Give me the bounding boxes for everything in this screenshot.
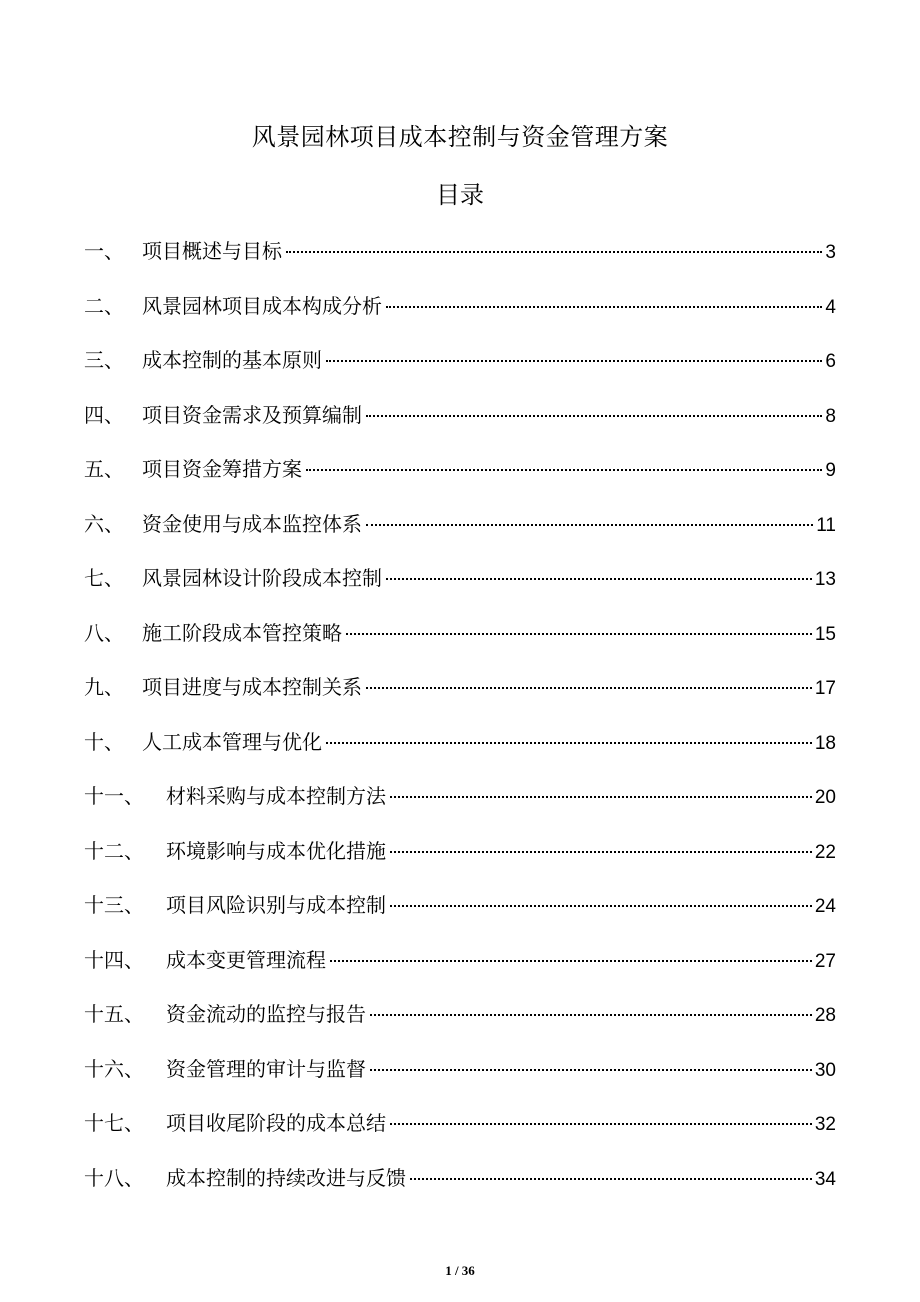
toc-entry-page: 24 xyxy=(814,896,836,917)
toc-entry-number: 六、 xyxy=(84,511,124,536)
toc-entry-number: 二、 xyxy=(84,293,124,318)
toc-entry-title: 项目进度与成本控制关系 xyxy=(142,675,362,699)
toc-entry-page: 32 xyxy=(814,1114,836,1135)
toc-dot-leader xyxy=(330,960,812,962)
toc-entry-number: 三、 xyxy=(84,348,124,372)
toc-entry-page: 28 xyxy=(814,1005,836,1026)
toc-heading: 目录 xyxy=(436,181,484,209)
toc-entry-number: 九、 xyxy=(84,675,124,699)
toc-entry[interactable] xyxy=(84,1100,836,1155)
toc-entry[interactable] xyxy=(84,937,836,992)
toc-dot-leader xyxy=(326,742,812,744)
toc-entry[interactable] xyxy=(84,991,836,1046)
toc-entry-title: 成本控制的基本原则 xyxy=(142,348,322,372)
toc-entry-page: 20 xyxy=(814,787,836,808)
toc-entry[interactable] xyxy=(84,719,836,774)
toc-entry[interactable] xyxy=(84,828,836,883)
toc-dot-leader xyxy=(386,306,822,308)
toc-entry[interactable] xyxy=(84,773,836,828)
toc-entry-page: 34 xyxy=(814,1168,836,1190)
toc-entry-page: 22 xyxy=(814,841,836,863)
document-title: 风景园林项目成本控制与资金管理方案 xyxy=(251,123,669,151)
toc-entry-number: 五、 xyxy=(84,457,124,481)
toc-entry[interactable] xyxy=(84,610,836,665)
toc-entry[interactable] xyxy=(84,664,836,719)
toc-entry-page: 4 xyxy=(825,296,836,318)
toc-entry[interactable] xyxy=(84,283,836,338)
toc-entry-number: 十八、 xyxy=(84,1165,144,1190)
toc-entry[interactable] xyxy=(84,882,836,937)
toc-dot-leader xyxy=(370,1069,812,1071)
toc-entry-title: 项目收尾阶段的成本总结 xyxy=(166,1111,386,1135)
toc-entry-page: 11 xyxy=(816,514,836,536)
toc-entry-page: 15 xyxy=(814,623,836,645)
toc-entry-title: 资金流动的监控与报告 xyxy=(166,1002,366,1026)
toc-entry-number: 八、 xyxy=(84,620,124,645)
page-number-footer: 1 / 36 xyxy=(445,1263,475,1278)
toc-entry-number: 七、 xyxy=(84,566,124,590)
toc-entry-number: 十、 xyxy=(84,729,124,754)
toc-dot-leader xyxy=(390,1123,812,1125)
toc-entry-number: 十七、 xyxy=(84,1111,144,1135)
toc-entry[interactable] xyxy=(84,392,836,447)
toc-entry-title: 项目概述与目标 xyxy=(142,239,282,263)
toc-entry-title: 环境影响与成本优化措施 xyxy=(166,838,386,863)
toc-dot-leader xyxy=(370,1014,812,1016)
toc-entry[interactable] xyxy=(84,337,836,392)
toc-entry-number: 十六、 xyxy=(84,1056,144,1081)
toc-dot-leader xyxy=(286,251,822,253)
toc-dot-leader xyxy=(366,415,822,417)
toc-entry-page: 27 xyxy=(814,950,836,972)
toc-entry-title: 风景园林项目成本构成分析 xyxy=(142,293,382,318)
toc-dot-leader xyxy=(390,851,812,853)
toc-entry[interactable] xyxy=(84,1155,836,1210)
toc-entry-page: 13 xyxy=(814,569,836,590)
toc-entry-title: 材料采购与成本控制方法 xyxy=(166,784,386,808)
toc-entry-page: 18 xyxy=(814,732,836,754)
toc-entry-page: 6 xyxy=(825,351,836,372)
toc-entry-number: 十五、 xyxy=(84,1002,144,1026)
toc-dot-leader xyxy=(390,905,812,907)
toc-entry-page: 8 xyxy=(825,405,836,427)
toc-entry-number: 十一、 xyxy=(84,784,144,808)
toc-entry[interactable] xyxy=(84,446,836,501)
toc-entry-title: 资金管理的审计与监督 xyxy=(166,1056,366,1081)
toc-entry-title: 资金使用与成本监控体系 xyxy=(142,511,362,536)
toc-dot-leader xyxy=(306,469,822,471)
toc-entry-number: 十三、 xyxy=(84,893,144,917)
toc-entry-page: 3 xyxy=(825,242,836,263)
toc-entry-title: 项目资金需求及预算编制 xyxy=(142,402,362,427)
toc-entry-title: 项目资金筹措方案 xyxy=(142,457,302,481)
toc-entry-page: 30 xyxy=(814,1059,836,1081)
toc-entry[interactable] xyxy=(84,555,836,610)
toc-entry-title: 成本控制的持续改进与反馈 xyxy=(166,1165,406,1190)
toc-entry-page: 17 xyxy=(814,678,836,699)
toc-entry-page: 9 xyxy=(825,460,836,481)
toc-dot-leader xyxy=(326,360,822,362)
toc-dot-leader xyxy=(390,796,812,798)
toc-entry[interactable] xyxy=(84,228,836,283)
toc-dot-leader xyxy=(386,578,812,580)
toc-entry-number: 一、 xyxy=(84,239,124,263)
toc-dot-leader xyxy=(410,1178,812,1180)
toc-dot-leader xyxy=(346,633,812,635)
toc-entry-title: 风景园林设计阶段成本控制 xyxy=(142,566,382,590)
toc-dot-leader xyxy=(366,524,813,526)
toc-entry-number: 十四、 xyxy=(84,947,144,972)
toc-entry-title: 人工成本管理与优化 xyxy=(142,729,322,754)
toc-entry-number: 十二、 xyxy=(84,838,144,863)
toc-entry-title: 项目风险识别与成本控制 xyxy=(166,893,386,917)
toc-entry-title: 成本变更管理流程 xyxy=(166,947,326,972)
toc-entry-number: 四、 xyxy=(84,402,124,427)
toc-entry[interactable] xyxy=(84,501,836,556)
table-of-contents xyxy=(84,228,836,1209)
toc-dot-leader xyxy=(366,687,812,689)
toc-entry[interactable] xyxy=(84,1046,836,1101)
toc-entry-title: 施工阶段成本管控策略 xyxy=(142,620,342,645)
